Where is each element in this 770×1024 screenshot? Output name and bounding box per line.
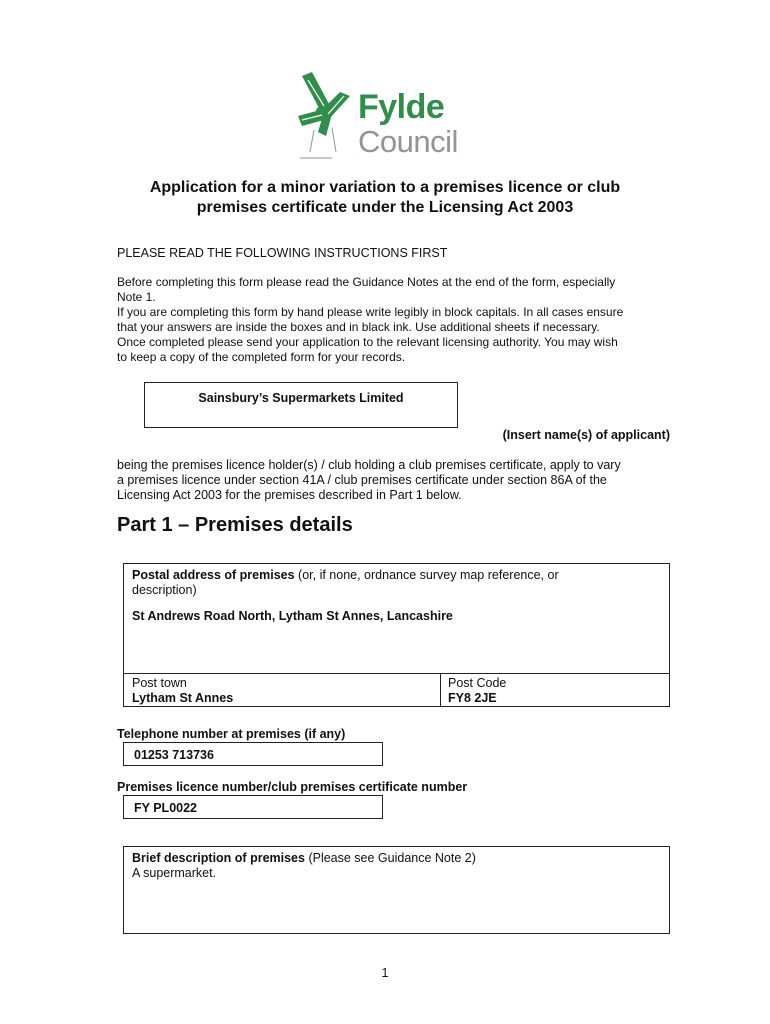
licence-number-label: Premises licence number/club premises certificate number bbox=[117, 780, 468, 794]
declaration-line-2: a premises licence under section 41A / club premises certificate under section 86A of the bbox=[117, 473, 607, 487]
instructions-line-5: Once completed please send your application to the relevant licensing authority. You may wish bbox=[117, 335, 618, 349]
description-hint: (Please see Guidance Note 2) bbox=[304, 851, 476, 865]
applicant-name-field[interactable] bbox=[144, 382, 458, 428]
description-label: Brief description of premises bbox=[132, 851, 305, 865]
page-number: 1 bbox=[381, 966, 389, 980]
description-label-block bbox=[132, 851, 476, 881]
logo-text-fylde: Fylde bbox=[358, 88, 445, 126]
windmill-icon bbox=[296, 70, 356, 165]
premises-divider-vertical bbox=[440, 673, 441, 706]
description-value: A supermarket. bbox=[132, 866, 217, 880]
premises-address-box[interactable] bbox=[123, 563, 670, 707]
postal-address-value: St Andrews Road North, Lytham St Annes, Lancashire bbox=[132, 609, 453, 623]
post-town-cell[interactable] bbox=[132, 676, 233, 706]
licence-number-field[interactable] bbox=[123, 795, 383, 819]
post-code-cell[interactable] bbox=[448, 676, 506, 706]
premises-divider-horizontal bbox=[124, 673, 669, 674]
declaration-paragraph bbox=[117, 458, 677, 503]
instructions-line-2: Note 1. bbox=[117, 290, 156, 304]
premises-description-field[interactable] bbox=[123, 846, 670, 934]
instructions-line-4: that your answers are inside the boxes and in black ink. Use additional sheets if necessary. bbox=[117, 320, 600, 334]
post-code-value: FY8 2JE bbox=[448, 691, 497, 705]
postal-address-hint: (or, if none, ordnance survey map reference, or bbox=[294, 568, 559, 582]
instructions-line-6: to keep a copy of the completed form for your records. bbox=[117, 350, 406, 364]
post-code-label: Post Code bbox=[448, 676, 507, 690]
telephone-value: 01253 713736 bbox=[134, 748, 214, 762]
postal-address-label: Postal address of premises bbox=[132, 568, 295, 582]
instructions-line-1: Before completing this form please read the Guidance Notes at the end of the form, especially bbox=[117, 275, 616, 289]
title-line-2: premises certificate under the Licensing Act 2003 bbox=[196, 199, 574, 216]
declaration-line-3: Licensing Act 2003 for the premises described in Part 1 below. bbox=[117, 488, 462, 502]
instructions-heading: PLEASE READ THE FOLLOWING INSTRUCTIONS FIRST bbox=[117, 246, 448, 260]
document-title bbox=[100, 178, 670, 218]
post-town-value: Lytham St Annes bbox=[132, 691, 234, 705]
instructions-line-3: If you are completing this form by hand please write legibly in block capitals. In all cases ensure bbox=[117, 305, 624, 319]
post-town-label: Post town bbox=[132, 676, 187, 690]
telephone-label: Telephone number at premises (if any) bbox=[117, 727, 346, 741]
applicant-name-value: Sainsbury’s Supermarkets Limited bbox=[198, 391, 404, 405]
instructions-paragraph bbox=[117, 275, 677, 365]
licence-number-value: FY PL0022 bbox=[134, 801, 198, 815]
postal-address-hint-2: description) bbox=[132, 583, 197, 597]
applicant-note: (Insert name(s) of applicant) bbox=[502, 428, 670, 442]
telephone-field[interactable] bbox=[123, 742, 383, 766]
fylde-council-logo bbox=[296, 70, 476, 165]
declaration-line-1: being the premises licence holder(s) / club holding a club premises certificate, apply to vary bbox=[117, 458, 621, 472]
part1-heading: Part 1 – Premises details bbox=[117, 514, 353, 536]
logo-text-council: Council bbox=[358, 124, 458, 159]
postal-address-label-block bbox=[132, 568, 652, 598]
title-line-1: Application for a minor variation to a premises licence or club bbox=[149, 179, 621, 196]
